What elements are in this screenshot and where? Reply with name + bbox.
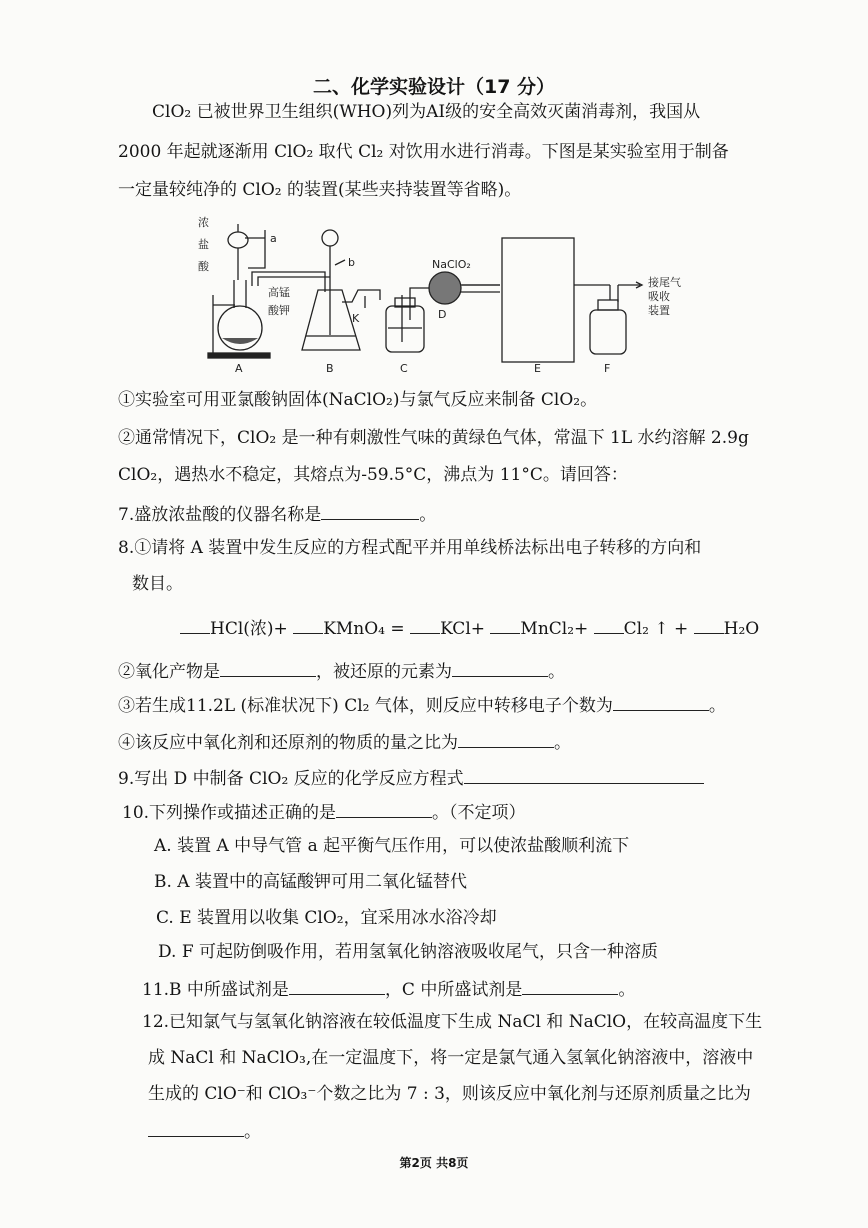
label-kmno4-2: 酸钾: [268, 304, 290, 317]
intro-line-2: 2000 年起就逐渐用 ClO₂ 取代 Cl₂ 对饮用水进行消毒。下图是某实验室用于制备: [118, 142, 729, 162]
label-hcl-3: 酸: [198, 260, 209, 273]
q8-sub4-end: 。: [554, 733, 571, 753]
q8-sub3: [118, 694, 726, 715]
coef-blank-3[interactable]: [410, 617, 440, 634]
q7: [118, 503, 436, 524]
section-title: 二、化学实验设计（17 分）: [312, 76, 556, 98]
note-1: ①实验室可用亚氯酸钠固体(NaClO₂)与氯气反应来制备 ClO₂。: [118, 390, 598, 410]
label-naclo2: NaClO₂: [432, 258, 471, 271]
apparatus-diagram: [190, 210, 690, 380]
q11-blank-2[interactable]: [522, 978, 618, 995]
q12-end: 。: [244, 1122, 261, 1142]
label-A: A: [235, 362, 243, 375]
label-tail-1: 接尾气: [648, 276, 681, 289]
note-2: ②通常情况下，ClO₂ 是一种有刺激性气味的黄绿色气体，常温下 1L 水约溶解 2.9g: [118, 428, 749, 448]
label-kmno4-1: 高锰: [268, 286, 290, 299]
intro-line-3: 一定量较纯净的 ClO₂ 的装置(某些夹持装置等省略)。: [118, 180, 522, 200]
q8-sub2-blank-2[interactable]: [452, 660, 548, 677]
q8-sub4-text: ④该反应中氧化剂和还原剂的物质的量之比为: [118, 733, 458, 753]
q11-blank-1[interactable]: [289, 978, 385, 995]
label-k: K: [352, 312, 360, 325]
q11: [142, 978, 635, 999]
q8-sub2-blank-1[interactable]: [220, 660, 316, 677]
q8-sub2-end: 。: [548, 662, 565, 682]
q11-end: 。: [618, 980, 636, 1000]
q7-text: 7.盛放浓盐酸的仪器名称是: [118, 505, 322, 525]
q8-sub4: [118, 731, 571, 752]
eq-term-1: HCl(浓)+: [210, 619, 288, 639]
label-a: a: [270, 232, 277, 245]
label-B: B: [326, 362, 334, 375]
q8-sub3-end: 。: [708, 696, 726, 716]
q8-sub4-blank[interactable]: [458, 731, 554, 748]
q8-sub2: [118, 660, 565, 681]
label-C: C: [400, 362, 408, 375]
coef-blank-2[interactable]: [293, 617, 323, 634]
label-F: F: [604, 362, 611, 375]
q10-option-d: D. F 可起防倒吸作用，若用氢氧化钠溶液吸收尾气，只含一种溶质: [158, 942, 659, 962]
label-E: E: [534, 362, 541, 375]
eq-term-5: Cl₂ ↑ +: [623, 619, 689, 639]
q8-sub2-b: ，被还原的元素为: [316, 662, 452, 682]
q8-line-2: 数目。: [132, 574, 183, 594]
q7-blank[interactable]: [321, 503, 419, 520]
q9-text: 9.写出 D 中制备 ClO₂ 反应的化学反应方程式: [118, 769, 464, 789]
q9-blank[interactable]: [464, 767, 704, 784]
q10-option-b: B. A 装置中的高锰酸钾可用二氧化锰替代: [154, 872, 467, 892]
page-footer: 第2页 共8页: [399, 1156, 469, 1170]
label-b: b: [348, 256, 355, 269]
q8-equation: [180, 614, 759, 639]
label-tail-3: 装置: [648, 304, 670, 317]
q8-line-1: 8.①请将 A 装置中发生反应的方程式配平并用单线桥法标出电子转移的方向和: [118, 538, 702, 558]
q10-option-c: C. E 装置用以收集 ClO₂，宜采用冰水浴冷却: [156, 908, 497, 928]
q8-sub3-blank[interactable]: [613, 694, 709, 711]
label-tail-2: 吸收: [648, 290, 670, 303]
q11-a: 11.B 中所盛试剂是: [142, 980, 289, 1000]
eq-term-2: KMnO₄ =: [323, 619, 405, 639]
coef-blank-1[interactable]: [180, 617, 210, 634]
q12-answer: [148, 1120, 261, 1141]
eq-term-6: H₂O: [723, 619, 760, 639]
eq-term-4: MnCl₂+: [520, 619, 589, 639]
q12-line-2: 成 NaCl 和 NaClO₃,在一定温度下，将一定是氯气通入氢氧化钠溶液中，溶液中: [148, 1048, 754, 1068]
q9: [118, 767, 704, 788]
coef-blank-4[interactable]: [490, 617, 520, 634]
intro-line-1: ClO₂ 已被世界卫生组织(WHO)列为AⅠ级的安全高效灭菌消毒剂，我国从: [152, 102, 701, 122]
q12-blank[interactable]: [148, 1120, 244, 1137]
q12-line-1: 12.已知氯气与氢氧化钠溶液在较低温度下生成 NaCl 和 NaClO，在较高温度下生: [142, 1012, 763, 1032]
q10-text: 10.下列操作或描述正确的是: [122, 803, 337, 823]
q8-sub3-text: ③若生成11.2L (标准状况下) Cl₂ 气体，则反应中转移电子个数为: [118, 696, 613, 716]
q10-end: 。（不定项）: [432, 803, 526, 823]
q10-option-a: A. 装置 A 中导气管 a 起平衡气压作用，可以使浓盐酸顺利流下: [154, 836, 630, 856]
coef-blank-5[interactable]: [594, 617, 624, 634]
coef-blank-6[interactable]: [694, 617, 724, 634]
q8-sub2-a: ②氧化产物是: [118, 662, 220, 682]
note-3: ClO₂，遇热水不稳定，其熔点为-59.5°C，沸点为 11°C。请回答：: [118, 465, 628, 485]
eq-term-3: KCl+: [440, 619, 485, 639]
q7-end: 。: [419, 505, 437, 525]
q10: [122, 801, 526, 822]
q10-blank[interactable]: [336, 801, 432, 818]
label-d: D: [438, 308, 447, 321]
q12-line-3: 生成的 ClO⁻和 ClO₃⁻个数之比为 7 : 3，则该反应中氧化剂与还原剂质量之比为: [148, 1084, 751, 1104]
label-hcl-1: 浓: [198, 216, 209, 229]
q11-b: ，C 中所盛试剂是: [384, 980, 523, 1000]
label-hcl-2: 盐: [198, 238, 209, 251]
